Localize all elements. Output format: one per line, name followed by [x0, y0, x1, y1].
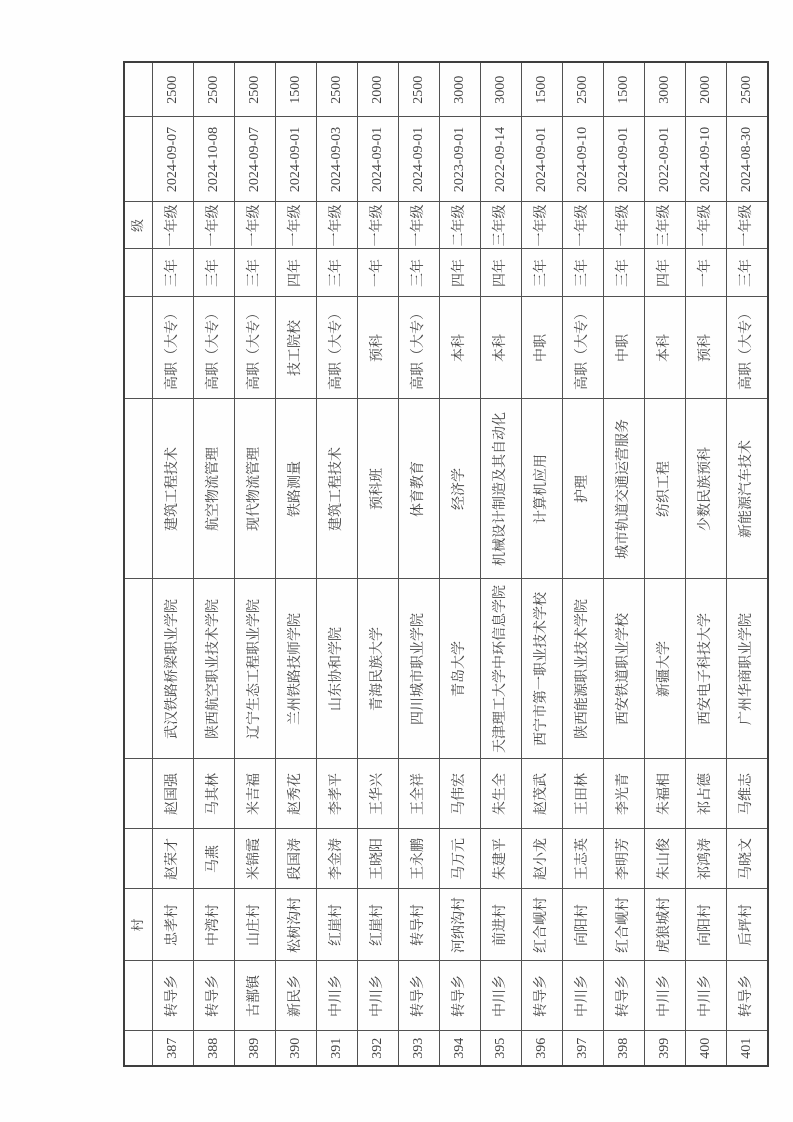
cell-major: 少数民族预科 — [686, 399, 727, 579]
cell-village: 向阳村 — [563, 889, 604, 961]
cell-duration: 四年 — [481, 249, 522, 297]
cell-major: 现代物流管理 — [235, 399, 276, 579]
cell-grade: 一年级 — [153, 202, 194, 249]
rotated-table-container — [123, 63, 755, 1067]
cell-amount: 2500 — [194, 62, 235, 117]
cell-duration: 三年 — [153, 249, 194, 297]
cell-level: 高职（大专） — [317, 297, 358, 399]
cell-level: 预科 — [686, 297, 727, 399]
cell-school: 天津理工大学中环信息学院 — [481, 579, 522, 759]
cell-serial: 396 — [522, 1031, 563, 1066]
cell-school: 广州华商职业学院 — [727, 579, 769, 759]
cell-serial: 399 — [645, 1031, 686, 1066]
cell-major: 预科班 — [358, 399, 399, 579]
cell-amount: 1500 — [522, 62, 563, 117]
cell-parent: 马燕 — [194, 829, 235, 889]
cell-village: 中湾村 — [194, 889, 235, 961]
cell-level: 高职（大专） — [727, 297, 769, 399]
cell-grade: 三年级 — [481, 202, 522, 249]
cell-parent: 王永鹏 — [399, 829, 440, 889]
table-row — [604, 62, 645, 1066]
cell-grade: 一年级 — [276, 202, 317, 249]
cell-duration: 一年 — [358, 249, 399, 297]
cell-parent: 李金涛 — [317, 829, 358, 889]
cell-school: 新疆大学 — [645, 579, 686, 759]
column-header-grade: 级 — [124, 202, 153, 249]
cell-duration: 三年 — [727, 249, 769, 297]
cell-amount: 2500 — [727, 62, 769, 117]
cell-level: 中职 — [604, 297, 645, 399]
cell-village: 山庄村 — [235, 889, 276, 961]
cell-duration: 三年 — [194, 249, 235, 297]
cell-serial: 392 — [358, 1031, 399, 1066]
cell-parent: 王晓阳 — [358, 829, 399, 889]
cell-school: 青海民族大学 — [358, 579, 399, 759]
cell-village: 向阳村 — [686, 889, 727, 961]
cell-amount: 2500 — [235, 62, 276, 117]
cell-township: 中川乡 — [358, 961, 399, 1031]
cell-township: 中川乡 — [686, 961, 727, 1031]
cell-amount: 2500 — [563, 62, 604, 117]
table-row — [686, 62, 727, 1066]
cell-serial: 397 — [563, 1031, 604, 1066]
cell-duration: 四年 — [276, 249, 317, 297]
cell-major: 纺织工程 — [645, 399, 686, 579]
cell-duration: 四年 — [645, 249, 686, 297]
cell-amount: 2500 — [399, 62, 440, 117]
cell-student: 祁占德 — [686, 759, 727, 829]
column-header-parent — [124, 829, 153, 889]
cell-township: 转导乡 — [399, 961, 440, 1031]
cell-duration: 一年 — [686, 249, 727, 297]
cell-serial: 393 — [399, 1031, 440, 1066]
cell-duration: 三年 — [317, 249, 358, 297]
cell-student: 马维志 — [727, 759, 769, 829]
cell-amount: 1500 — [604, 62, 645, 117]
cell-township: 新民乡 — [276, 961, 317, 1031]
cell-major: 建筑工程技术 — [153, 399, 194, 579]
cell-grade: 一年级 — [358, 202, 399, 249]
cell-amount: 3000 — [645, 62, 686, 117]
cell-village: 忠孝村 — [153, 889, 194, 961]
table-row — [645, 62, 686, 1066]
cell-serial: 398 — [604, 1031, 645, 1066]
cell-township: 转导乡 — [604, 961, 645, 1031]
cell-student: 赵国强 — [153, 759, 194, 829]
table-header — [124, 62, 153, 1066]
cell-village: 红合岘村 — [604, 889, 645, 961]
cell-township: 古鄯镇 — [235, 961, 276, 1031]
cell-grade: 一年级 — [522, 202, 563, 249]
cell-village: 河纳沟村 — [440, 889, 481, 961]
cell-grade: 一年级 — [727, 202, 769, 249]
cell-serial: 387 — [153, 1031, 194, 1066]
cell-level: 高职（大专） — [399, 297, 440, 399]
cell-serial: 391 — [317, 1031, 358, 1066]
cell-amount: 3000 — [481, 62, 522, 117]
cell-level: 高职（大专） — [563, 297, 604, 399]
cell-village: 后坪村 — [727, 889, 769, 961]
cell-serial: 394 — [440, 1031, 481, 1066]
header-row — [124, 62, 153, 1066]
cell-date: 2024-09-10 — [563, 117, 604, 202]
cell-parent: 朱建平 — [481, 829, 522, 889]
cell-amount: 3000 — [440, 62, 481, 117]
table-row — [276, 62, 317, 1066]
cell-major: 城市轨道交通运营服务 — [604, 399, 645, 579]
cell-student: 赵茂武 — [522, 759, 563, 829]
column-header-village: 村 — [124, 889, 153, 961]
cell-parent: 赵小龙 — [522, 829, 563, 889]
cell-major: 护理 — [563, 399, 604, 579]
cell-date: 2024-09-01 — [358, 117, 399, 202]
cell-school: 陕西航空职业技术学院 — [194, 579, 235, 759]
cell-grade: 一年级 — [563, 202, 604, 249]
cell-school: 青岛大学 — [440, 579, 481, 759]
cell-school: 山东协和学院 — [317, 579, 358, 759]
column-header-major — [124, 399, 153, 579]
cell-date: 2022-09-14 — [481, 117, 522, 202]
cell-grade: 一年级 — [399, 202, 440, 249]
cell-serial: 395 — [481, 1031, 522, 1066]
cell-date: 2024-09-03 — [317, 117, 358, 202]
cell-level: 预科 — [358, 297, 399, 399]
cell-village: 虎狼城村 — [645, 889, 686, 961]
cell-duration: 三年 — [522, 249, 563, 297]
cell-township: 中川乡 — [645, 961, 686, 1031]
table-row — [317, 62, 358, 1066]
cell-grade: 一年级 — [686, 202, 727, 249]
cell-parent: 李明芳 — [604, 829, 645, 889]
column-header-level — [124, 297, 153, 399]
cell-duration: 三年 — [563, 249, 604, 297]
cell-village: 转导村 — [399, 889, 440, 961]
cell-serial: 388 — [194, 1031, 235, 1066]
cell-school: 西安电子科技大学 — [686, 579, 727, 759]
cell-parent: 米锦霞 — [235, 829, 276, 889]
cell-major: 建筑工程技术 — [317, 399, 358, 579]
cell-township: 转导乡 — [727, 961, 769, 1031]
cell-serial: 401 — [727, 1031, 769, 1066]
cell-major: 航空物流管理 — [194, 399, 235, 579]
cell-township: 中川乡 — [563, 961, 604, 1031]
cell-amount: 2500 — [317, 62, 358, 117]
cell-parent: 朱山俊 — [645, 829, 686, 889]
cell-parent: 赵荣才 — [153, 829, 194, 889]
cell-duration: 三年 — [235, 249, 276, 297]
table-row — [440, 62, 481, 1066]
cell-village: 红崖村 — [317, 889, 358, 961]
cell-school: 辽宁生态工程职业学院 — [235, 579, 276, 759]
cell-student: 王全祥 — [399, 759, 440, 829]
cell-date: 2024-09-01 — [522, 117, 563, 202]
cell-date: 2024-08-30 — [727, 117, 769, 202]
table-row — [481, 62, 522, 1066]
column-header-serial — [124, 1031, 153, 1066]
cell-duration: 四年 — [440, 249, 481, 297]
cell-school: 四川城市职业学院 — [399, 579, 440, 759]
cell-township: 转导乡 — [522, 961, 563, 1031]
cell-township: 转导乡 — [194, 961, 235, 1031]
cell-date: 2024-09-07 — [235, 117, 276, 202]
cell-parent: 祁鸿涛 — [686, 829, 727, 889]
cell-grade: 一年级 — [317, 202, 358, 249]
cell-parent: 马晓文 — [727, 829, 769, 889]
cell-serial: 390 — [276, 1031, 317, 1066]
cell-school: 西宁市第一职业技术学校 — [522, 579, 563, 759]
cell-duration: 三年 — [604, 249, 645, 297]
cell-student: 王田林 — [563, 759, 604, 829]
cell-level: 本科 — [440, 297, 481, 399]
table-row — [194, 62, 235, 1066]
cell-student: 李光青 — [604, 759, 645, 829]
cell-level: 高职（大专） — [194, 297, 235, 399]
cell-level: 高职（大专） — [153, 297, 194, 399]
cell-township: 转导乡 — [153, 961, 194, 1031]
cell-grade: 一年级 — [604, 202, 645, 249]
cell-student: 朱福相 — [645, 759, 686, 829]
cell-student: 朱生全 — [481, 759, 522, 829]
cell-date: 2022-09-01 — [645, 117, 686, 202]
cell-major: 经济学 — [440, 399, 481, 579]
table-row — [563, 62, 604, 1066]
column-header-date — [124, 117, 153, 202]
cell-serial: 400 — [686, 1031, 727, 1066]
cell-village: 前进村 — [481, 889, 522, 961]
cell-date: 2024-09-01 — [604, 117, 645, 202]
cell-student: 米吉福 — [235, 759, 276, 829]
cell-school: 武汉铁路桥梁职业学院 — [153, 579, 194, 759]
column-header-amount — [124, 62, 153, 117]
cell-parent: 段国涛 — [276, 829, 317, 889]
cell-level: 技工院校 — [276, 297, 317, 399]
cell-level: 本科 — [645, 297, 686, 399]
cell-date: 2023-09-01 — [440, 117, 481, 202]
cell-grade: 二年级 — [440, 202, 481, 249]
cell-date: 2024-10-08 — [194, 117, 235, 202]
cell-major: 计算机应用 — [522, 399, 563, 579]
cell-school: 西安铁道职业学校 — [604, 579, 645, 759]
column-header-student — [124, 759, 153, 829]
cell-duration: 三年 — [399, 249, 440, 297]
cell-village: 红合岘村 — [522, 889, 563, 961]
table-body — [153, 62, 769, 1066]
cell-student: 李孝平 — [317, 759, 358, 829]
cell-amount: 1500 — [276, 62, 317, 117]
cell-major: 机械设计制造及其自动化 — [481, 399, 522, 579]
cell-major: 新能源汽车技术 — [727, 399, 769, 579]
cell-date: 2024-09-10 — [686, 117, 727, 202]
cell-village: 红崖村 — [358, 889, 399, 961]
cell-amount: 2000 — [686, 62, 727, 117]
cell-major: 体育教育 — [399, 399, 440, 579]
scholarship-table — [123, 61, 769, 1067]
column-header-township — [124, 961, 153, 1031]
cell-date: 2024-09-01 — [399, 117, 440, 202]
cell-student: 马其林 — [194, 759, 235, 829]
cell-date: 2024-09-07 — [153, 117, 194, 202]
cell-level: 中职 — [522, 297, 563, 399]
cell-student: 王华兴 — [358, 759, 399, 829]
cell-township: 转导乡 — [440, 961, 481, 1031]
cell-village: 松树沟村 — [276, 889, 317, 961]
table-row — [399, 62, 440, 1066]
cell-student: 赵秀花 — [276, 759, 317, 829]
cell-grade: 一年级 — [194, 202, 235, 249]
cell-serial: 389 — [235, 1031, 276, 1066]
cell-parent: 王志英 — [563, 829, 604, 889]
cell-township: 中川乡 — [317, 961, 358, 1031]
table-row — [153, 62, 194, 1066]
column-header-school — [124, 579, 153, 759]
cell-major: 铁路测量 — [276, 399, 317, 579]
cell-school: 兰州铁路技师学院 — [276, 579, 317, 759]
table-row — [522, 62, 563, 1066]
table-row — [358, 62, 399, 1066]
cell-grade: 三年级 — [645, 202, 686, 249]
table-row — [235, 62, 276, 1066]
cell-level: 高职（大专） — [235, 297, 276, 399]
cell-grade: 一年级 — [235, 202, 276, 249]
cell-township: 中川乡 — [481, 961, 522, 1031]
cell-school: 陕西能源职业技术学院 — [563, 579, 604, 759]
column-header-duration — [124, 249, 153, 297]
cell-date: 2024-09-01 — [276, 117, 317, 202]
cell-amount: 2500 — [153, 62, 194, 117]
cell-parent: 马万元 — [440, 829, 481, 889]
cell-amount: 2000 — [358, 62, 399, 117]
table-row — [727, 62, 769, 1066]
cell-student: 马伟宏 — [440, 759, 481, 829]
cell-level: 本科 — [481, 297, 522, 399]
